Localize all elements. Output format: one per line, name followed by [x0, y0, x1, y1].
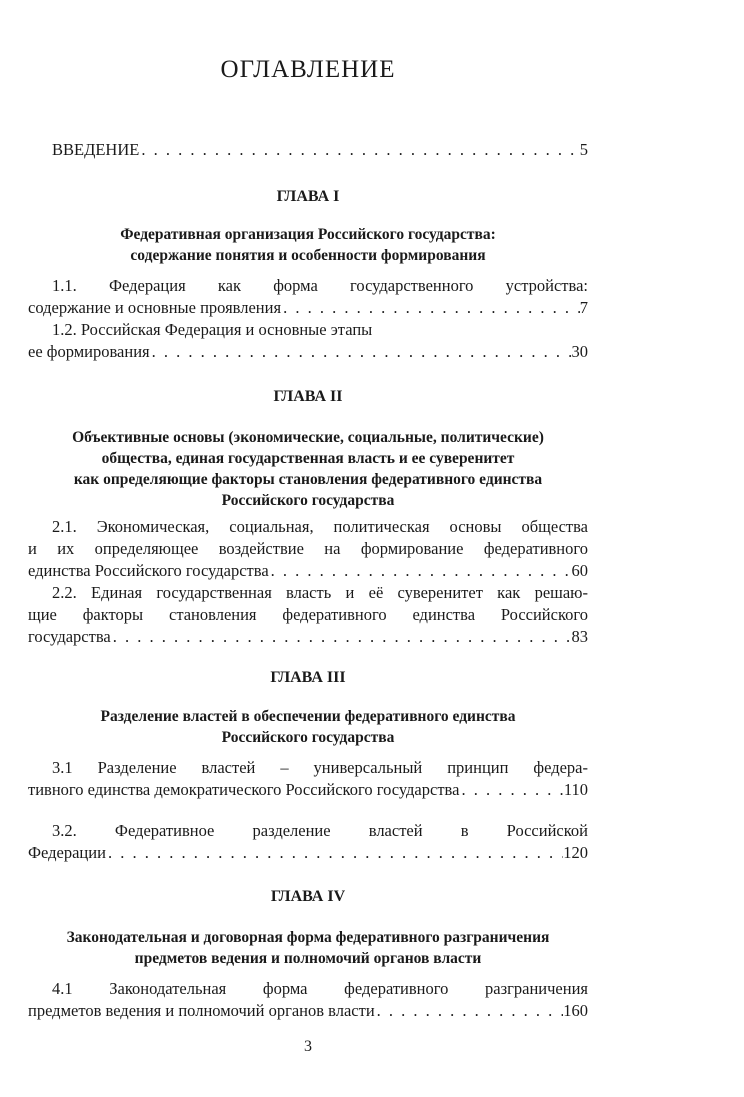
toc-entry: 4.1 Законодательная форма федеративного разграничения предметов ведения и полномочий органов власти . . . 160	[28, 978, 588, 1022]
toc-entry: 1.2. Российская Федерация и основные этапы ее формирования . . . 30	[28, 319, 588, 363]
chapter-title: Разделение властей в обеспечении федеративного единства Российского государства	[100, 708, 516, 746]
entry-page: 83	[571, 627, 588, 646]
entry-page: 5	[579, 140, 588, 159]
chapter-heading: ГЛАВА IV	[270, 888, 346, 905]
toc-entry: 2.2. Единая государственная власть и её суверенитет как решаю- щие факторы становления федеративного единства Российского государства . . . 83	[28, 582, 588, 648]
leader-dots	[459, 779, 563, 801]
toc-entry: 1.1. Федерация как форма государственного устройства: содержание и основные проявления . . . 7	[28, 275, 588, 319]
chapter-title: Объективные основы (экономические, социальные, политические) общества, единая государственная власть и ее суверенитет как определяющие факторы становления федеративного единства Российского государства	[72, 429, 544, 509]
leader-dots	[375, 1000, 564, 1022]
page-number: 3	[304, 1038, 312, 1055]
leader-dots	[269, 560, 572, 582]
chapter-title: Федеративная организация Российского государства: содержание понятия и особенности формирования	[120, 226, 496, 264]
leader-dots	[150, 341, 572, 363]
toc-entry: 3.2. Федеративное разделение властей в Российской Федерации . . . 120	[28, 820, 588, 864]
entry-page: 160	[563, 1001, 588, 1020]
entry-page: 120	[563, 843, 588, 862]
toc-page	[28, 0, 588, 1097]
page-title: ОГЛАВЛЕНИЕ	[220, 56, 396, 83]
toc-entry: 3.1 Разделение властей – универсальный принцип федера- тивного единства демократического Российского государства . . . 110	[28, 757, 588, 801]
leader-dots	[111, 626, 572, 648]
chapter-heading: ГЛАВА III	[270, 669, 346, 686]
entry-page: 7	[579, 298, 588, 317]
entry-label: ВВЕДЕНИЕ	[52, 140, 140, 159]
toc-entry: 2.1. Экономическая, социальная, политическая основы общества и их определяющее воздействие на формирование федеративного единства Российского государства . . . 60	[28, 516, 588, 582]
entry-page: 60	[571, 561, 588, 580]
leader-dots	[139, 139, 579, 161]
entry-page: 110	[563, 780, 588, 799]
chapter-title: Законодательная и договорная форма федеративного разграничения предметов ведения и полномочий органов власти	[66, 929, 550, 967]
entry-page: 30	[571, 342, 588, 361]
chapter-heading: ГЛАВА II	[273, 388, 343, 405]
leader-dots	[106, 842, 563, 864]
toc-entry-intro	[28, 139, 588, 161]
chapter-heading: ГЛАВА I	[276, 188, 340, 205]
leader-dots	[281, 297, 580, 319]
